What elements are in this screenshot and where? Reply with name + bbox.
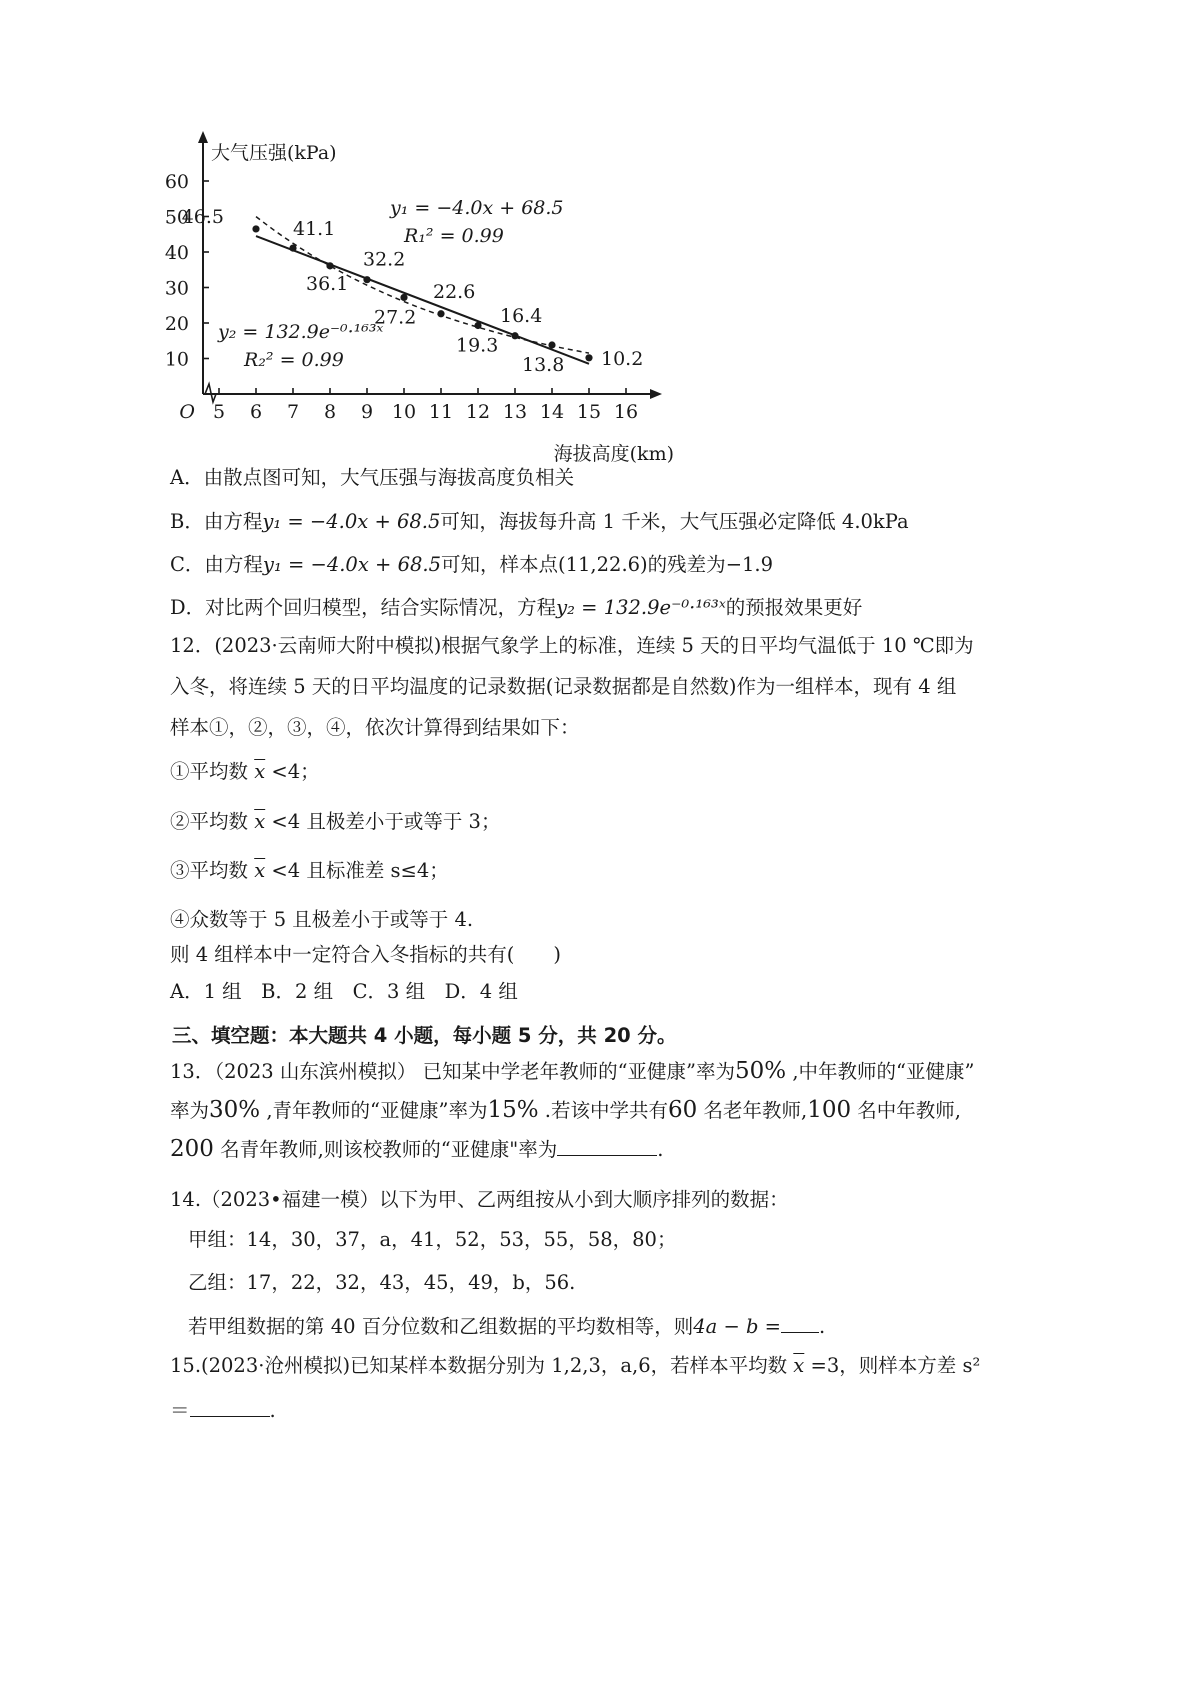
chart-svg — [164, 132, 730, 472]
x-tick-label: 5 — [212, 401, 226, 423]
data-point — [326, 262, 333, 269]
option-a-text: A．由散点图可知，大气压强与海拔高度负相关 — [170, 466, 575, 489]
q12-item4: ④众数等于 5 且极差小于或等于 4. — [170, 908, 474, 931]
q15-line1 — [170, 1352, 980, 1380]
option-c-point: (11,22.6) — [558, 553, 648, 576]
data-point — [363, 276, 370, 283]
data-point — [437, 310, 444, 317]
data-point — [474, 322, 481, 329]
q14-expression: 4a − b = — [693, 1315, 782, 1338]
origin-label: O — [179, 401, 195, 423]
q13-answer-blank[interactable] — [557, 1135, 657, 1156]
q13-count-old: 60 — [668, 1097, 698, 1123]
q13-l2c: .若该中学共有 — [538, 1099, 669, 1122]
y-tick-label: 50 — [164, 206, 189, 229]
y-tick-label: 30 — [164, 277, 189, 300]
q12-item2 — [170, 808, 500, 836]
x-tick-label: 14 — [539, 401, 565, 423]
mean-symbol: $\overline{x}$ — [793, 1354, 805, 1377]
x-tick-label: 15 — [576, 401, 602, 423]
option-c-mid2: 的残差为 — [647, 553, 726, 576]
y-axis-title: 大气压强(kPa) — [211, 142, 337, 164]
q14-group-yi: 乙组：17，22，32，43，45，49，b，56. — [188, 1271, 576, 1294]
q13-l2a: 率为 — [170, 1099, 210, 1122]
q12-item1-post: <4； — [265, 760, 320, 783]
x-tick-label: 8 — [323, 401, 337, 423]
q13-l1a: 13．（2023 山东滨州模拟） 已知某中学老年教师的“亚健康”率为 — [170, 1060, 736, 1083]
q12-item3 — [170, 857, 449, 885]
option-c — [170, 551, 773, 579]
q13-line3 — [170, 1135, 663, 1164]
data-label: 27.2 — [374, 306, 417, 329]
section-3-text: 三、填空题：本大题共 4 小题，每小题 5 分，共 20 分。 — [172, 1024, 677, 1047]
data-label: 41.1 — [293, 218, 336, 241]
option-d-pre: D．对比两个回归模型，结合实际情况，方程 — [170, 596, 557, 619]
q14-group-jia: 甲组：14，30，37，a，41，52，53，55，58，80； — [188, 1228, 677, 1251]
x-axis-arrow — [650, 389, 662, 399]
data-point — [289, 244, 296, 251]
q15-l2b: . — [269, 1399, 276, 1422]
q12-choices: A．1 组 B．2 组 C．3 组 D．4 组 — [170, 980, 518, 1003]
data-label: 22.6 — [433, 280, 476, 303]
q12-line3: 样本①，②，③，④，依次计算得到结果如下： — [170, 716, 580, 739]
q12-item2-post: <4 且极差小于或等于 3； — [265, 810, 501, 833]
q12-item1 — [170, 758, 320, 786]
q13-l2b: ,青年教师的“亚健康”率为 — [260, 1099, 488, 1122]
y-tick-label: 60 — [164, 171, 189, 193]
scatter-chart — [164, 132, 730, 472]
mean-symbol: $\overline{x}$ — [254, 859, 266, 882]
option-c-mid: 可知，样本点 — [441, 553, 559, 576]
linear-r-squared: R₁² = 0.99 — [404, 225, 504, 247]
data-point — [548, 341, 555, 348]
option-c-pre: C．由方程 — [170, 553, 263, 576]
data-label: 19.3 — [456, 334, 499, 357]
data-point — [585, 354, 592, 361]
option-c-value: −1.9 — [725, 553, 774, 576]
q13-rate-mid: 30% — [209, 1097, 261, 1123]
q12-item3-post: <4 且标准差 s≤4； — [265, 859, 449, 882]
section-3-heading — [172, 1022, 677, 1050]
option-b — [170, 508, 909, 536]
mean-symbol: $\overline{x}$ — [254, 810, 266, 833]
q13-count-young: 200 — [170, 1136, 214, 1162]
option-d — [170, 594, 862, 622]
option-b-pre: B．由方程 — [170, 510, 263, 533]
q13-l3b: . — [657, 1138, 664, 1161]
q13-l3a: 名青年教师,则该校教师的“亚健康"率为 — [213, 1138, 558, 1161]
q13-l2d: 名老年教师, — [697, 1099, 808, 1122]
data-label: 46.5 — [181, 205, 224, 228]
q14-line4 — [188, 1312, 825, 1341]
q15-line2 — [170, 1396, 276, 1425]
q13-l1b: ,中年教师的“亚健康” — [786, 1060, 975, 1083]
q15-answer-blank[interactable] — [190, 1396, 270, 1417]
data-point — [252, 225, 259, 232]
x-tick-label: 7 — [286, 401, 300, 423]
linear-equation: y₁ = −4.0x + 68.5 — [390, 197, 564, 219]
q12-item1-pre: ①平均数 — [170, 760, 255, 783]
data-label: 36.1 — [306, 272, 349, 295]
q14-answer-blank[interactable] — [781, 1312, 819, 1333]
data-point — [400, 294, 407, 301]
x-axis-title: 海拔高度(km) — [553, 443, 674, 465]
y-axis-arrow — [198, 131, 208, 143]
q15-l2a: ＝ — [170, 1399, 190, 1422]
option-b-post: 可知，海拔每升高 1 千米，大气压强必定降低 4.0kPa — [440, 510, 909, 533]
option-d-equation: y₂ = 132.9e⁻⁰·¹⁶³ˣ — [556, 596, 726, 619]
y-tick-label: 40 — [164, 242, 189, 264]
x-tick-label: 6 — [249, 401, 263, 423]
x-tick-label: 13 — [502, 401, 528, 423]
q15-l1a: 15.(2023·沧州模拟)已知某样本数据分别为 1,2,3，a,6，若样本平均数 — [170, 1354, 794, 1377]
q13-line2 — [170, 1096, 961, 1125]
data-label: 10.2 — [601, 347, 644, 370]
y-tick-label: 20 — [164, 313, 189, 335]
exponential-equation: y₂ = 132.9e⁻⁰·¹⁶³ˣ — [218, 321, 384, 343]
q12-item2-pre: ②平均数 — [170, 810, 255, 833]
x-tick-label: 16 — [613, 401, 639, 423]
x-tick-label: 10 — [391, 401, 417, 423]
data-label: 13.8 — [522, 354, 565, 377]
data-label: 16.4 — [500, 304, 543, 327]
q14-l4b: . — [819, 1315, 826, 1338]
q13-rate-old: 50% — [735, 1058, 787, 1084]
y-tick-label: 10 — [164, 348, 189, 371]
mean-symbol: $\overline{x}$ — [254, 760, 266, 783]
q13-rate-young: 15% — [487, 1097, 539, 1123]
q13-count-mid: 100 — [807, 1097, 852, 1123]
option-a — [170, 464, 574, 492]
q14-line1: 14.（2023•福建一模）以下为甲、乙两组按从小到大顺序排列的数据： — [170, 1188, 789, 1211]
x-tick-label: 11 — [428, 401, 454, 423]
q12-item3-pre: ③平均数 — [170, 859, 255, 882]
q15-l1b: =3，则样本方差 s² — [804, 1354, 981, 1377]
x-tick-label: 12 — [465, 401, 491, 423]
option-b-equation: y₁ = −4.0x + 68.5 — [262, 510, 441, 533]
exponential-r-squared: R₂² = 0.99 — [244, 349, 344, 371]
q14-l4a: 若甲组数据的第 40 百分位数和乙组数据的平均数相等，则 — [188, 1315, 694, 1338]
data-point — [511, 332, 518, 339]
q13-l2e: 名中年教师, — [851, 1099, 962, 1122]
data-label: 32.2 — [363, 248, 406, 271]
linear-fit-line — [256, 236, 589, 364]
q13-line1 — [170, 1057, 975, 1086]
q12-ask: 则 4 组样本中一定符合入冬指标的共有( ) — [170, 943, 562, 966]
q12-line2: 入冬，将连续 5 天的日平均温度的记录数据(记录数据都是自然数)作为一组样本，现有 4 组 — [170, 675, 957, 698]
x-tick-label: 9 — [360, 401, 374, 423]
option-d-post: 的预报效果更好 — [725, 596, 863, 619]
q12-line1: 12．(2023·云南师大附中模拟)根据气象学上的标准，连续 5 天的日平均气温低于 10 ℃即为 — [170, 634, 974, 657]
option-c-equation: y₁ = −4.0x + 68.5 — [262, 553, 441, 576]
